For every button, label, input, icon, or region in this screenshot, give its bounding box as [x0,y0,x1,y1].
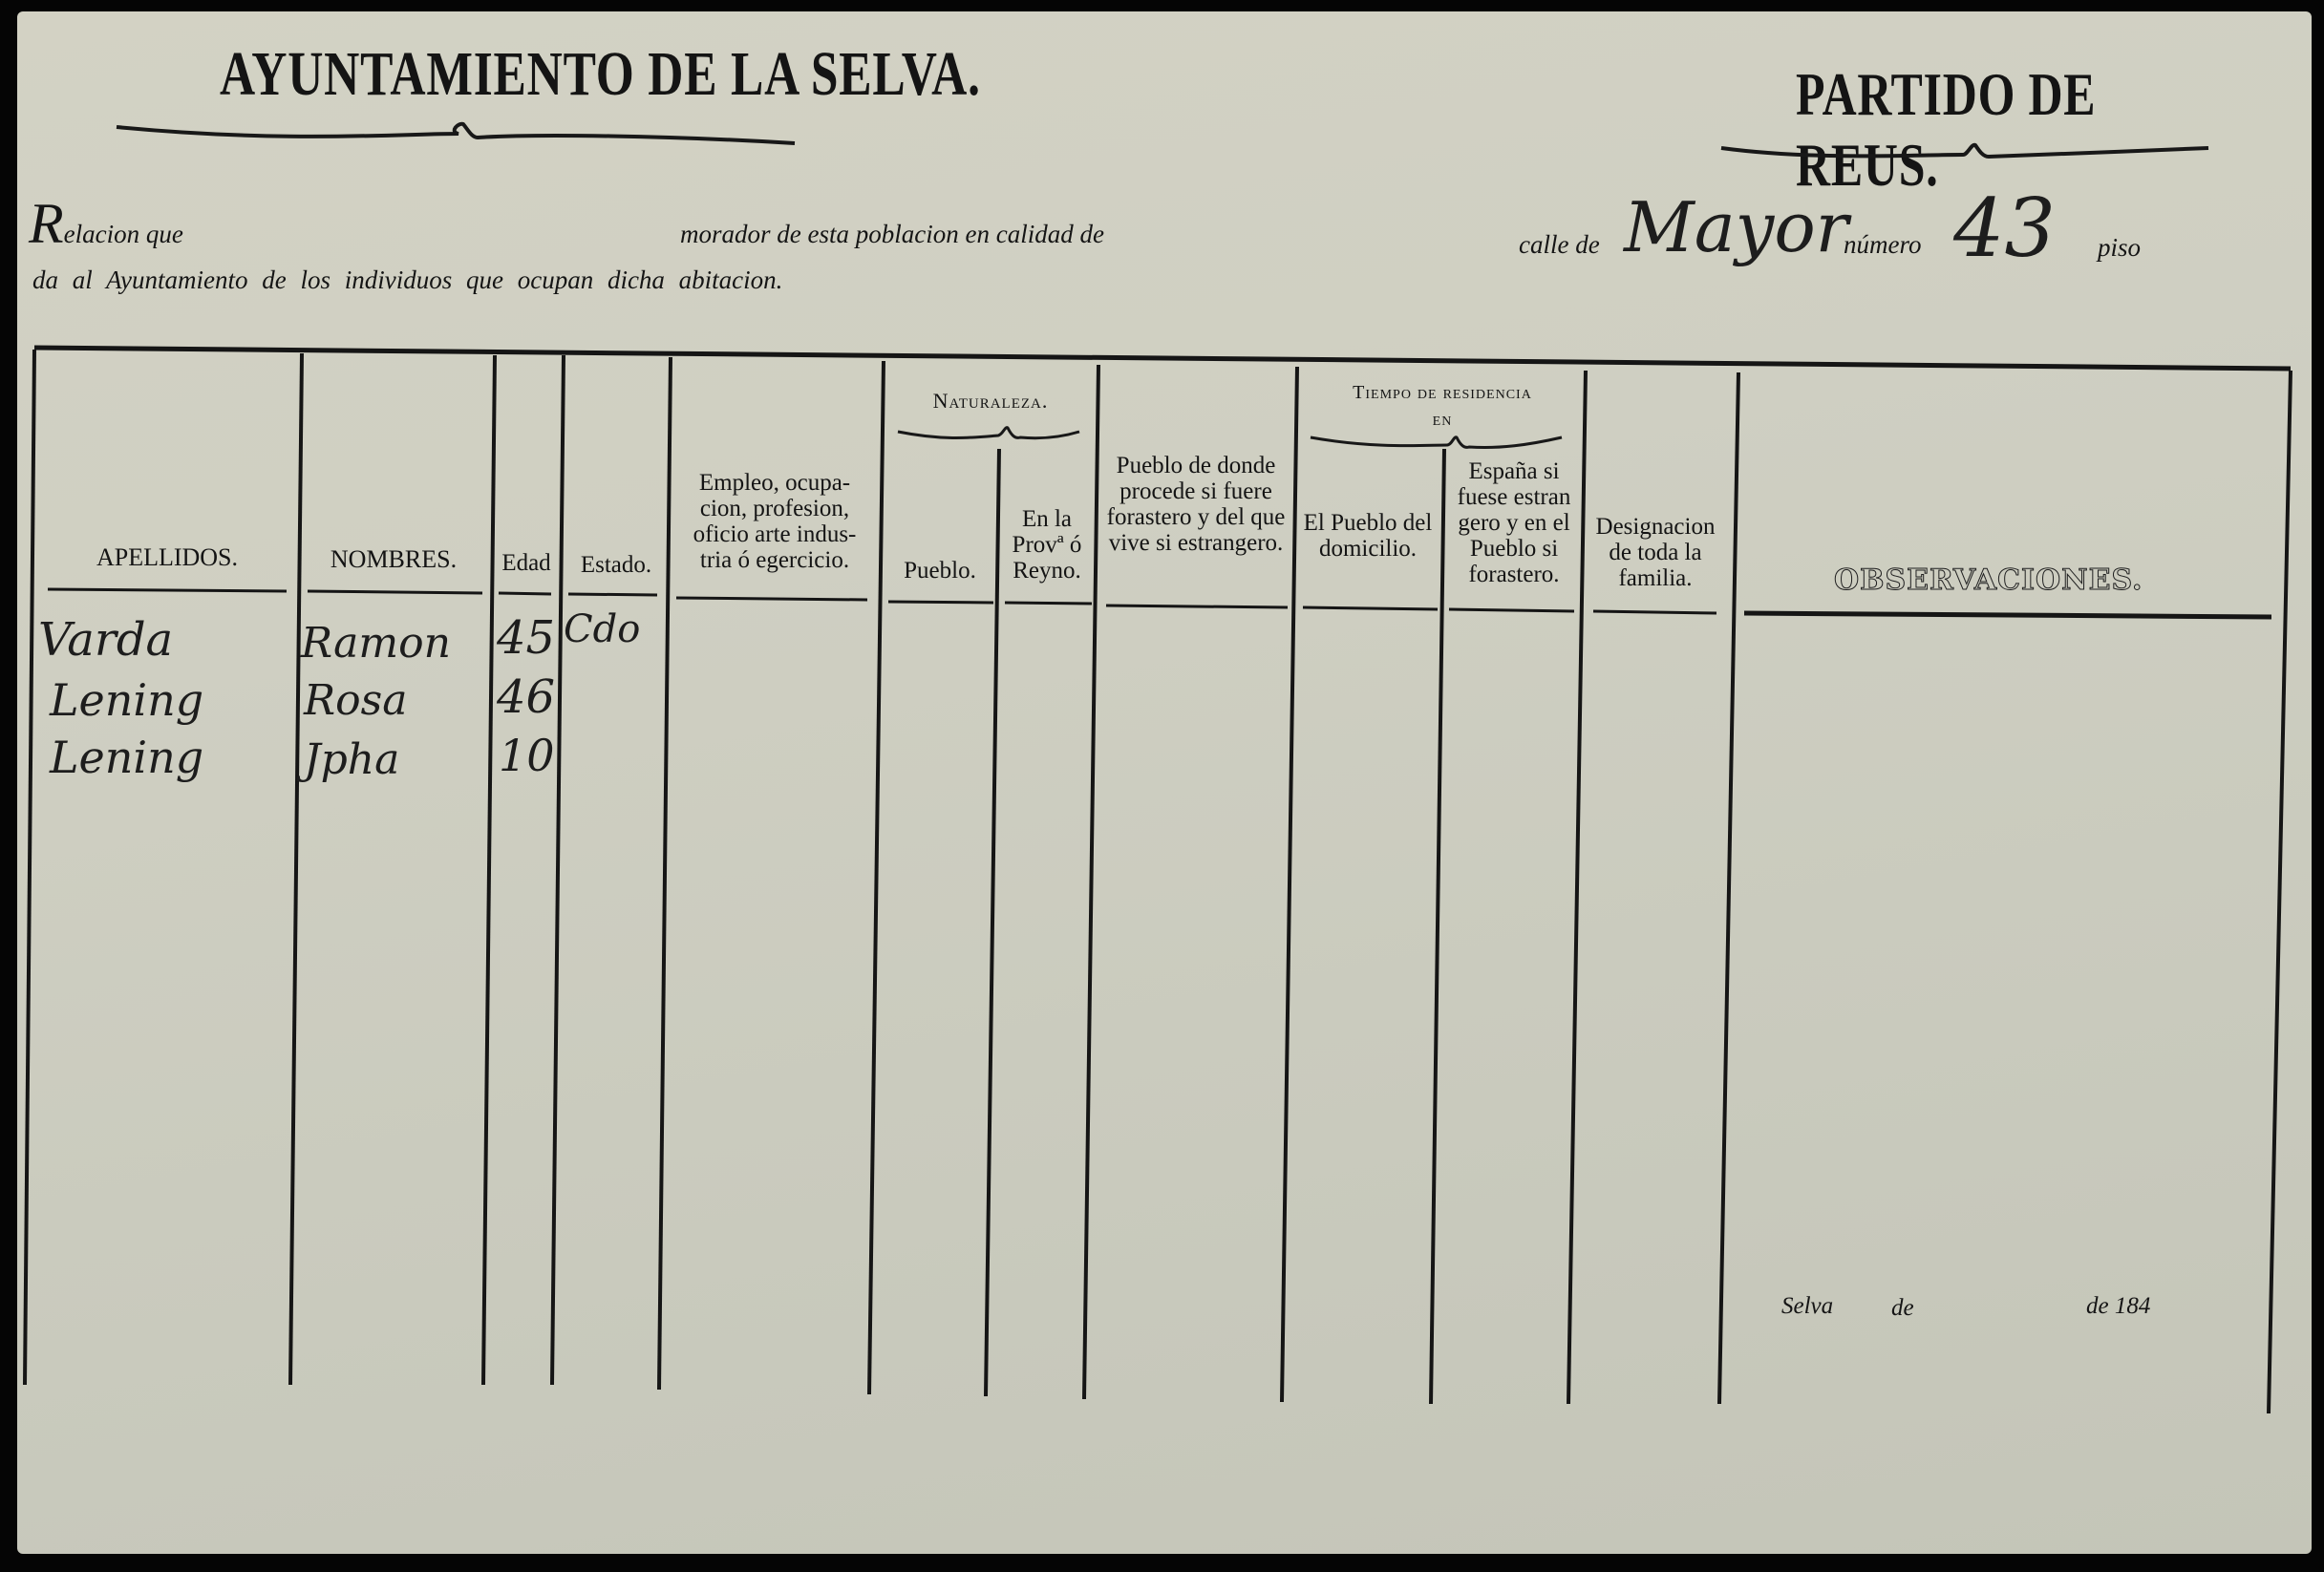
col-pueblo: Pueblo. [904,558,976,584]
col-naturaleza: Naturaleza. [932,389,1049,413]
entry-1-edad: 45 [497,611,556,665]
footer-de-2: de 184 [2086,1293,2151,1319]
col-procede: Pueblo de donde procede si fuere forastero y del que vive si estrangero. [1106,453,1286,556]
district-title: PARTIDO DE REUS. [1796,60,2097,199]
street-handwritten: Mayor [1624,187,1849,267]
col-estado: Estado. [580,552,652,578]
intro-morador: morador de esta poblacion en calidad de [680,220,1104,248]
intro-piso: piso [2098,233,2142,262]
entry-2-apellido: Lening [50,674,204,726]
drop-cap: R [29,192,64,255]
col-designacion: Designacion de toda la familia. [1595,514,1716,591]
entry-2-nombre: Rosa [304,676,408,725]
intro-relacion: elacion que [63,220,183,248]
entry-3-nombre: Jpha [304,735,400,784]
col-apellidos: APELLIDOS. [96,543,239,571]
entry-2-edad: 46 [497,670,556,724]
col-domicilio: El Pueblo del domicilio. [1303,510,1433,562]
entry-1-estado: Cdo [564,607,641,651]
intro-line-2: da al Ayuntamiento de los individuos que ocupan dicha abitacion. [32,266,783,294]
col-provincia: En la Provª ó Reyno. [1012,506,1082,584]
entry-3-apellido: Lening [50,732,204,783]
footer-place: Selva [1781,1293,1834,1319]
entry-3-edad: 10 [499,730,555,781]
col-empleo: Empleo, ocupa- cion, profesion, oficio arte indus- tria ó egercicio. [693,470,857,573]
col-observaciones: OBSERVACIONES. [1834,563,2143,597]
col-espana: España si fuese estran gero y en el Pueblo si forastero. [1457,458,1571,587]
footer-de-1: de [1891,1295,1914,1321]
col-nombres: NOMBRES. [330,545,458,573]
intro-calle: calle de [1519,230,1600,259]
intro-numero: número [1844,230,1922,259]
col-edad: Edad [501,550,551,576]
col-tiempo-en: en [1432,409,1453,430]
col-tiempo: Tiempo de residencia [1353,382,1532,403]
entry-1-nombre: Ramon [301,619,451,668]
entry-1-apellido: Varda [38,613,174,667]
house-number-handwritten: 43 [1953,181,2056,275]
municipality-title: AYUNTAMIENTO DE LA SELVA. [220,39,981,109]
